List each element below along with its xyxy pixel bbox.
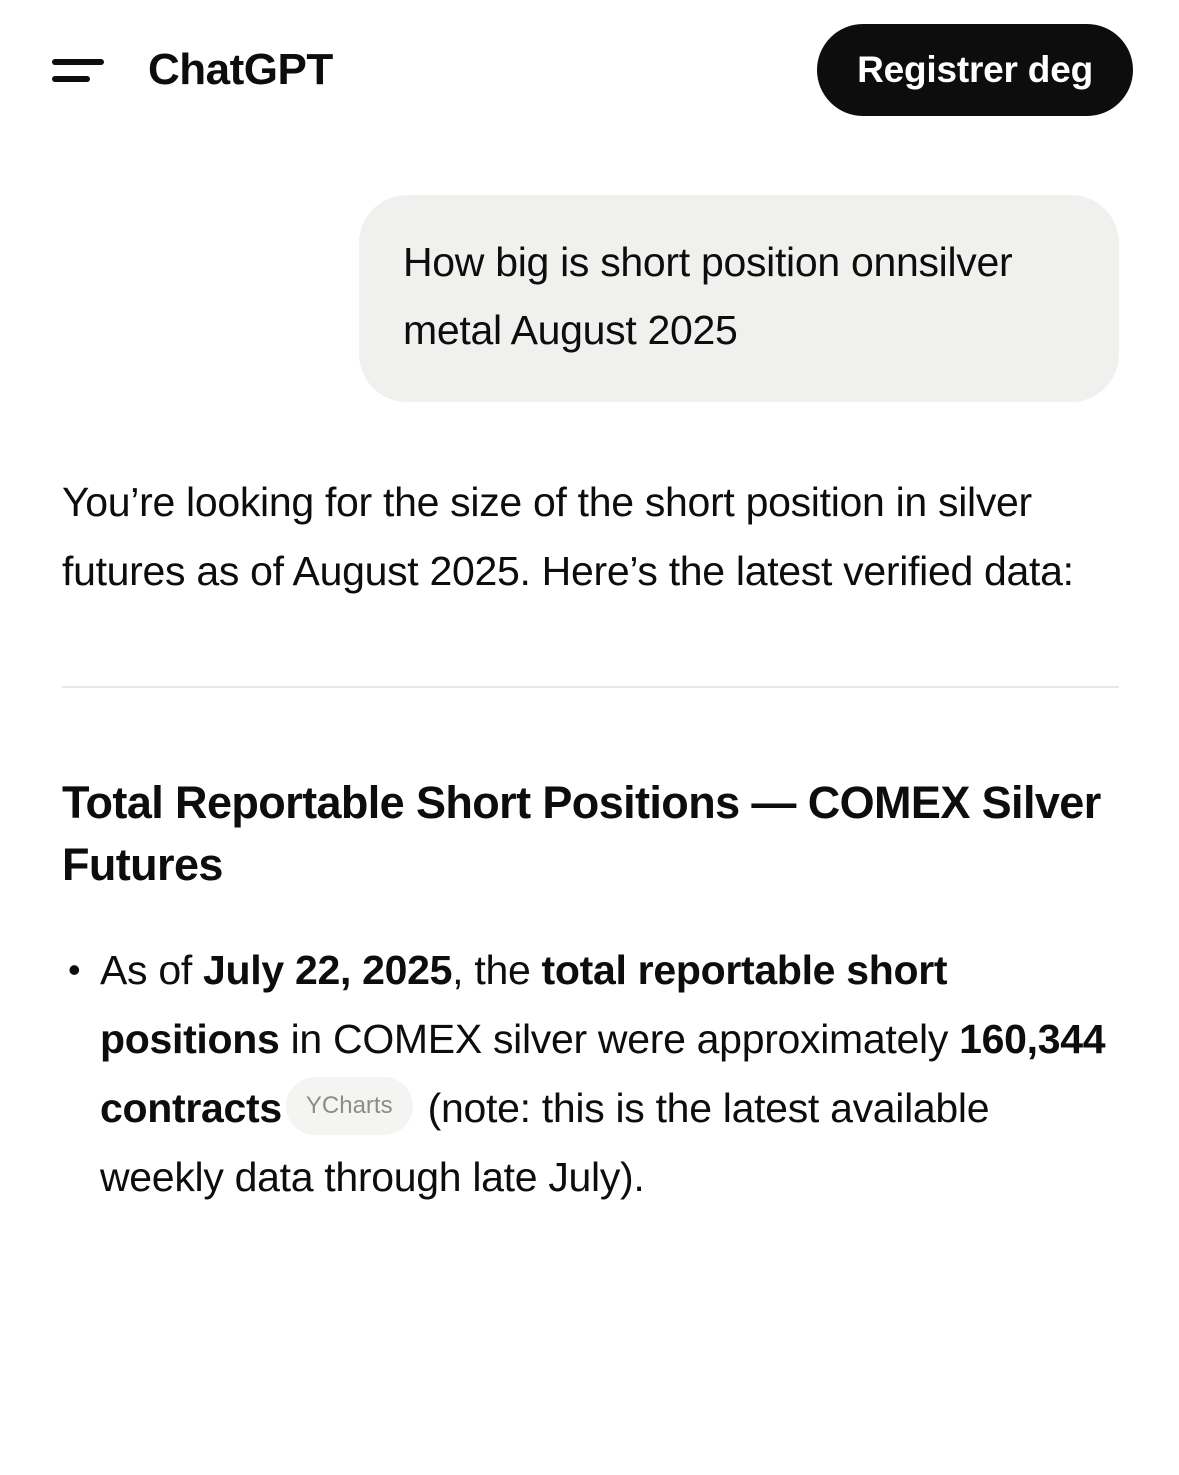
bullet-list xyxy=(62,936,1119,1212)
bullet-text-part1: As of xyxy=(100,947,204,994)
bullet-emphasis-contracts: 160,344 contracts xyxy=(100,1016,1106,1131)
user-message-row xyxy=(62,195,1119,402)
assistant-intro-paragraph: You’re looking for the size of the short position in silver futures as of August 2025. Here’s the latest verified data: xyxy=(62,479,1074,595)
citation-chip-ycharts[interactable]: YCharts xyxy=(286,1077,413,1135)
bullet-text-part4: (note: this is the latest available weekly data through late July). xyxy=(100,1084,990,1200)
hamburger-menu-icon[interactable] xyxy=(52,48,104,92)
list-item xyxy=(100,936,1119,1212)
bullet-emphasis-positions: total reportable short positions xyxy=(100,947,948,1063)
bullet-date: July 22, 2025 xyxy=(203,947,453,994)
assistant-message xyxy=(62,468,1119,606)
menu-bar-bottom xyxy=(52,76,90,82)
conversation-thread xyxy=(0,140,1179,1212)
app-title: ChatGPT xyxy=(148,45,333,94)
header-left-group xyxy=(52,45,333,94)
app-header xyxy=(0,0,1179,140)
signup-button[interactable]: Registrer deg xyxy=(817,24,1133,116)
user-message-bubble: How big is short position onnsilver metal August 2025 xyxy=(359,195,1119,402)
section-heading: Total Reportable Short Positions — COMEX Silver Futures xyxy=(62,777,1101,891)
menu-bar-top xyxy=(52,59,104,65)
content-divider xyxy=(62,686,1119,688)
bullet-text-part2: , the xyxy=(452,947,542,994)
bullet-text-part3: in COMEX silver were approximately xyxy=(279,1016,960,1063)
